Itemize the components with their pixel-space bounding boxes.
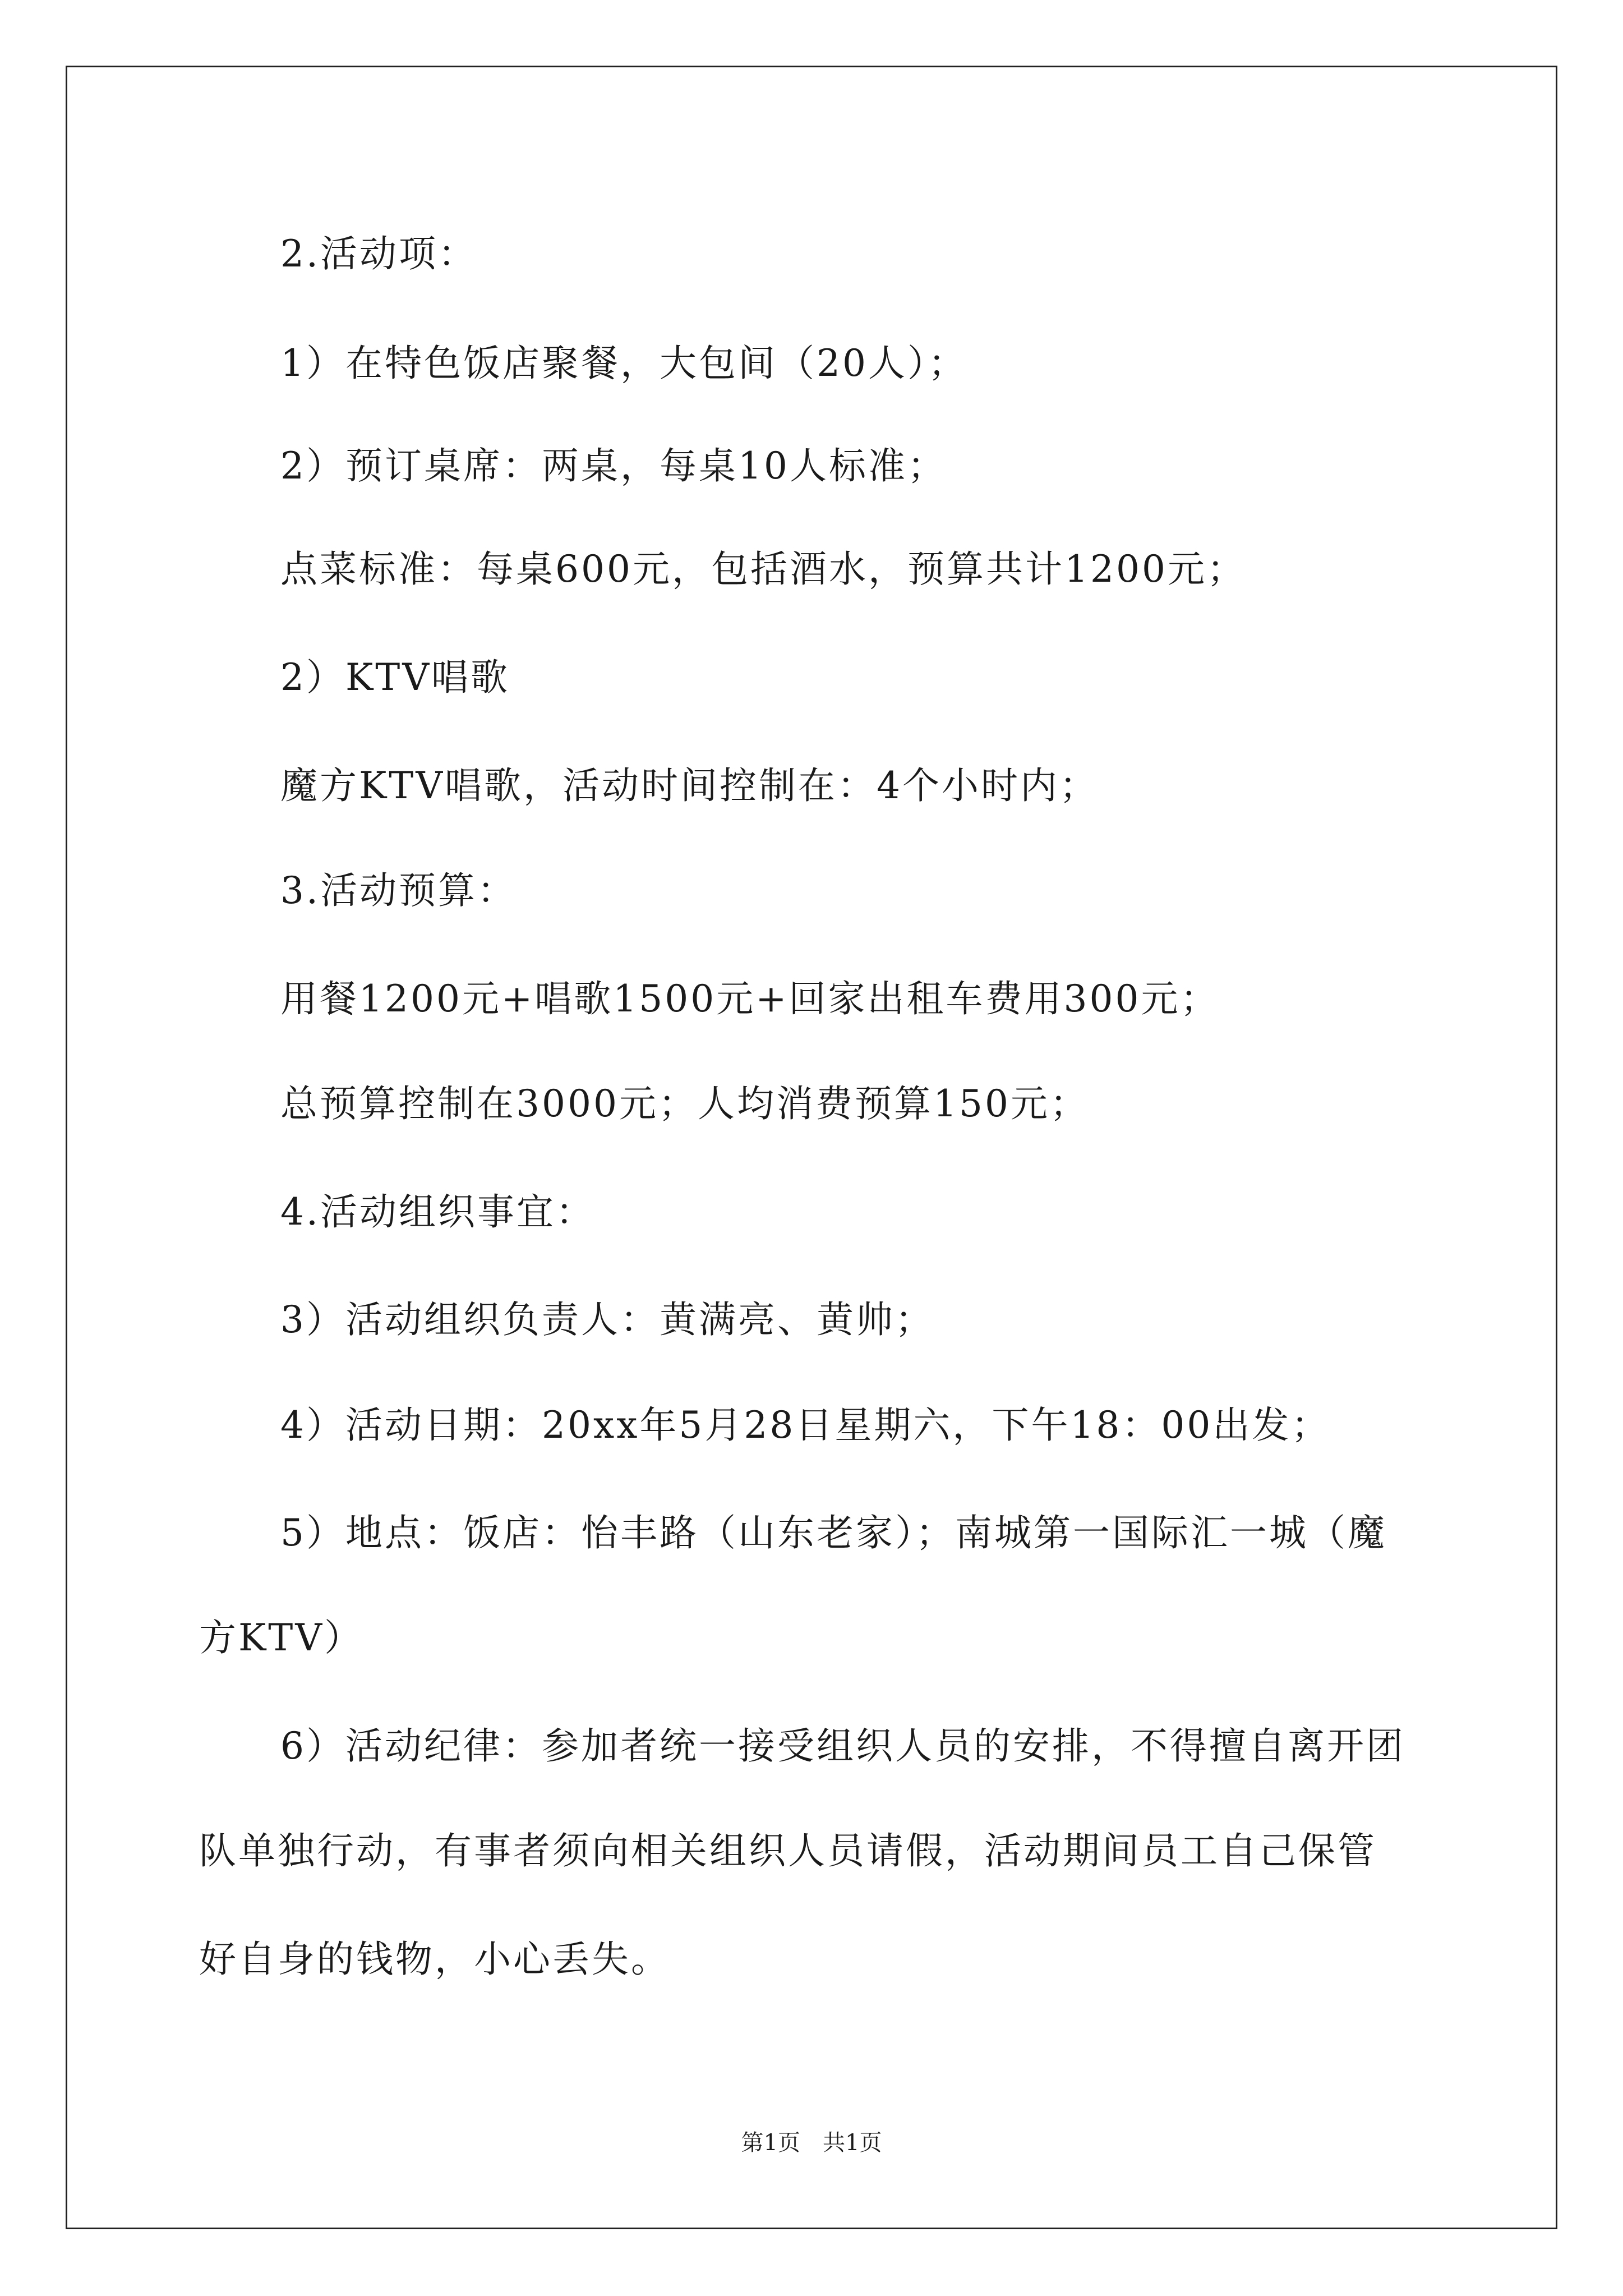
paragraph-budget-items: 用餐1200元+唱歌1500元+回家出租车费用300元； bbox=[280, 977, 1220, 1020]
paragraph-ktv-detail: 魔方KTV唱歌，活动时间控制在：4个小时内； bbox=[280, 764, 1099, 807]
list-item-location-continued: 方KTV） bbox=[199, 1616, 363, 1659]
section-heading-organization: 4.活动组织事宜： bbox=[280, 1190, 595, 1234]
list-item-dinner: 1）在特色饭店聚餐，大包间（20人）； bbox=[280, 342, 967, 385]
section-heading-activities: 2.活动项： bbox=[280, 232, 477, 275]
section-heading-budget: 3.活动预算： bbox=[280, 869, 517, 912]
paragraph-menu-standard: 点菜标准：每桌600元，包括酒水，预算共计1200元； bbox=[280, 547, 1246, 591]
list-item-discipline-end: 好自身的钱物，小心丢失。 bbox=[199, 1938, 670, 1981]
list-item-organizer: 3）活动组织负责人：黄满亮、黄帅； bbox=[280, 1298, 934, 1341]
list-item-location: 5）地点：饭店：怡丰路（山东老家）；南城第一国际汇一城（魔 bbox=[280, 1511, 1387, 1554]
list-item-discipline-continued: 队单独行动，有事者须向相关组织人员请假，活动期间员工自己保管 bbox=[199, 1829, 1377, 1872]
list-item-reservation: 2）预订桌席：两桌，每桌10人标准； bbox=[280, 444, 947, 487]
list-item-discipline: 6）活动纪律：参加者统一接受组织人员的安排，不得擅自离开团 bbox=[280, 1724, 1405, 1768]
paragraph-budget-total: 总预算控制在3000元；人均消费预算150元； bbox=[280, 1082, 1089, 1125]
page-footer: 第1页 共1页 bbox=[741, 2130, 882, 2156]
list-item-date: 4）活动日期：20xx年5月28日星期六，下午18：00出发； bbox=[280, 1404, 1331, 1447]
list-item-ktv: 2）KTV唱歌 bbox=[280, 656, 510, 699]
